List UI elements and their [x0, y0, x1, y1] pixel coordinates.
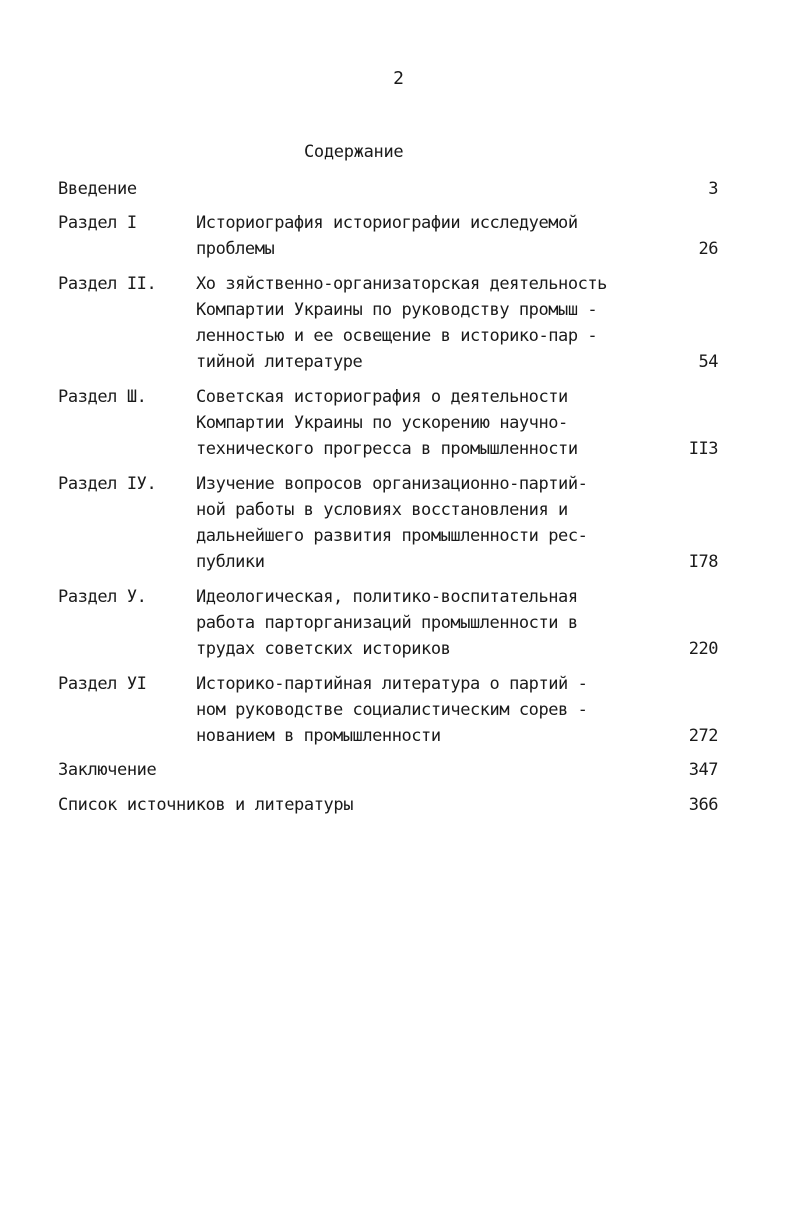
toc-entry-label: Раздел Ш. — [58, 387, 147, 407]
toc-entry-page: II3 — [688, 439, 718, 459]
toc-entry-title-line: Историография историографии исследуемой — [196, 213, 578, 233]
toc-entry-label: Раздел IУ. — [58, 474, 157, 494]
toc-entry-page: 272 — [688, 726, 718, 746]
toc-entry-title — [196, 384, 641, 462]
toc-entry-label: Введение — [58, 179, 137, 199]
toc-entry-section-1 — [58, 210, 718, 262]
toc-entry-title-line: публики — [196, 552, 265, 572]
toc-entry-title — [196, 271, 641, 375]
toc-entry-title-line: Советская историография о деятельности — [196, 387, 568, 407]
toc-entry-label: Раздел II. — [58, 274, 157, 294]
table-of-contents — [58, 176, 718, 818]
toc-entry-title-line: ленностью и ее освещение в историко-пар - — [196, 326, 598, 346]
toc-entry-title — [196, 671, 641, 749]
toc-entry-title-line: Хо зяйственно-организаторская деятельность — [196, 274, 607, 294]
toc-entry-section-3 — [58, 384, 718, 462]
toc-entry-title-line: нованием в промышленности — [196, 726, 441, 746]
toc-entry-section-6 — [58, 671, 718, 749]
toc-entry-introduction — [58, 176, 718, 202]
toc-entry-title-line: Компартии Украины по ускорению научно- — [196, 413, 568, 433]
toc-entry-page: 54 — [698, 352, 718, 372]
toc-entry-title-line: ном руководстве социалистическим сорев - — [196, 700, 588, 720]
toc-entry-page: 3 — [708, 179, 718, 199]
toc-entry-title-line: трудах советских историков — [196, 639, 451, 659]
toc-entry-title-line: ной работы в условиях восстановления и — [196, 500, 568, 520]
toc-entry-page: 26 — [698, 239, 718, 259]
toc-entry-section-5 — [58, 584, 718, 662]
toc-entry-title — [196, 471, 641, 575]
toc-entry-conclusion — [58, 757, 718, 783]
toc-entry-title-line: проблемы — [196, 239, 275, 259]
toc-entry-label: Заключение — [58, 760, 157, 780]
page-number: 2 — [393, 68, 404, 89]
toc-entry-title-line: технического прогресса в промышленности — [196, 439, 578, 459]
toc-entry-section-2 — [58, 271, 718, 375]
toc-entry-label: Список источников и литературы — [58, 795, 354, 815]
toc-entry-label: Раздел I — [58, 213, 137, 233]
toc-entry-page: 347 — [688, 760, 718, 780]
toc-entry-title-line: Компартии Украины по руководству промыш - — [196, 300, 598, 320]
toc-entry-label: Раздел УI — [58, 674, 147, 694]
contents-heading: Содержание — [304, 142, 404, 162]
toc-entry-title — [196, 584, 641, 662]
toc-entry-title — [196, 210, 641, 262]
toc-entry-page: 220 — [688, 639, 718, 659]
toc-entry-title-line: Идеологическая, политико-воспитательная — [196, 587, 578, 607]
toc-entry-title-line: работа парторганизаций промышленности в — [196, 613, 578, 633]
toc-entry-label: Раздел У. — [58, 587, 147, 607]
toc-entry-title-line: тийной литературе — [196, 352, 363, 372]
toc-entry-page: I78 — [688, 552, 718, 572]
toc-entry-section-4 — [58, 471, 718, 575]
toc-entry-page: 366 — [688, 795, 718, 815]
toc-entry-title-line: Изучение вопросов организационно-партий- — [196, 474, 588, 494]
toc-entry-title-line: Историко-партийная литература о партий - — [196, 674, 588, 694]
toc-entry-bibliography — [58, 792, 718, 818]
toc-entry-title-line: дальнейшего развития промышленности рес- — [196, 526, 588, 546]
